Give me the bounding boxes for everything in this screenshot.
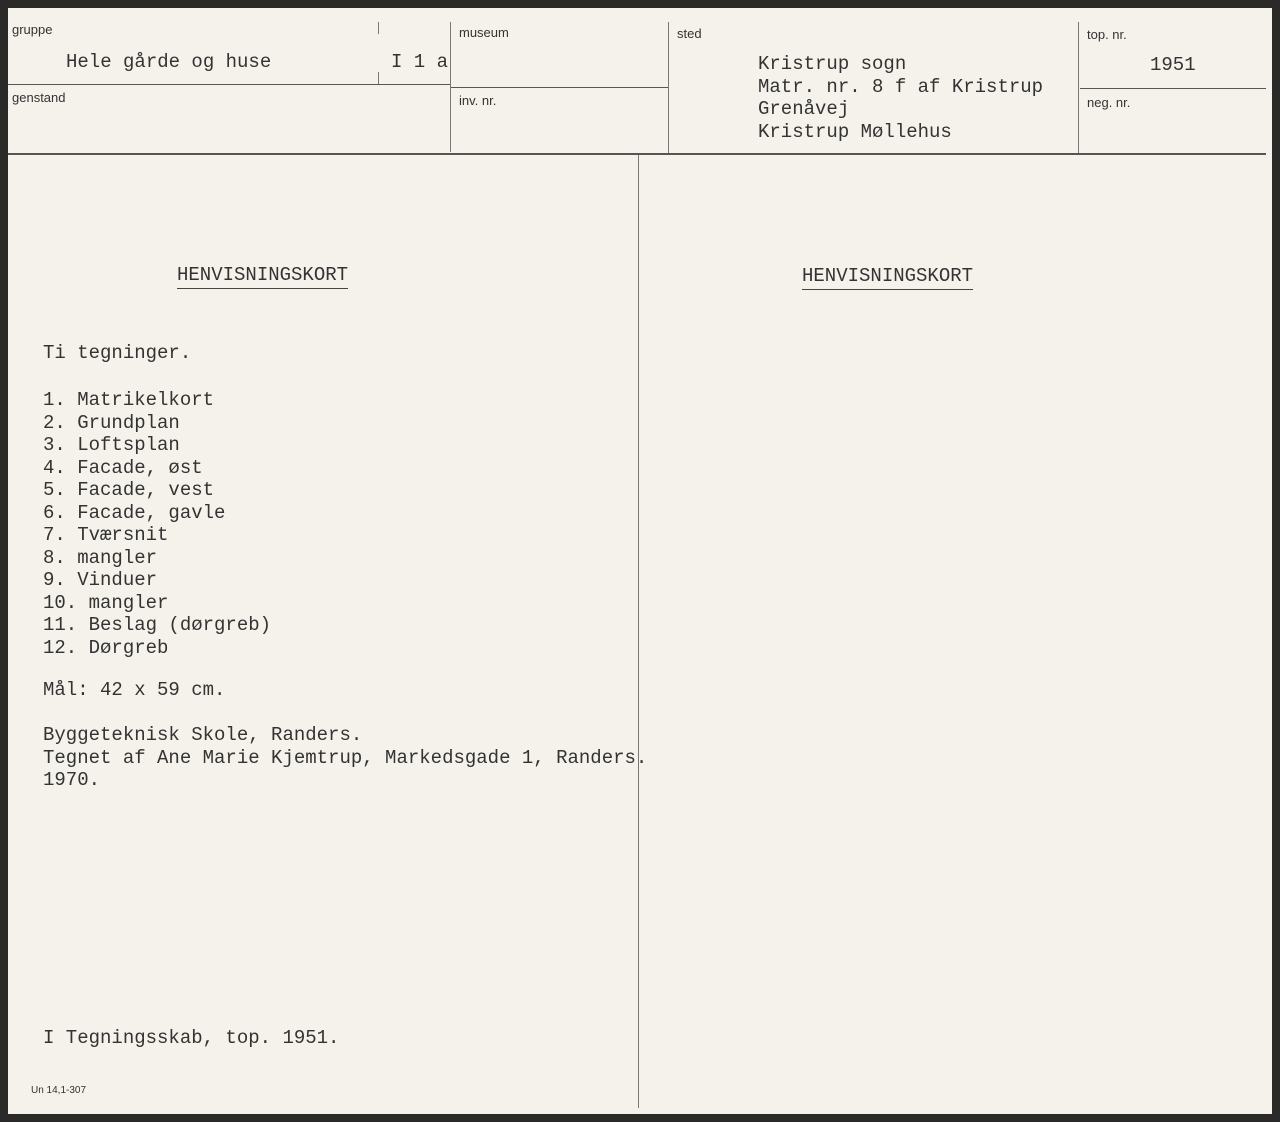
- list-item: 5. Facade, vest: [43, 479, 215, 501]
- tick-mark: [378, 22, 379, 34]
- divider-museum: [450, 87, 668, 88]
- list-item: 11. Beslag (dørgreb): [43, 614, 272, 636]
- list-item: 3. Loftsplan: [43, 434, 180, 456]
- gruppe-code: I 1 a: [391, 51, 449, 73]
- list-item: 2. Grundplan: [43, 411, 180, 434]
- inv-label: inv. nr.: [459, 93, 497, 108]
- gruppe-value: Hele gårde og huse: [66, 51, 272, 73]
- divider-gruppe: [8, 84, 450, 85]
- list-item: 10. mangler: [43, 591, 169, 614]
- top-label: top. nr.: [1087, 27, 1127, 42]
- right-heading: HENVISNINGSKORT: [802, 265, 973, 290]
- index-card: [8, 8, 1272, 1114]
- tick-mark: [378, 72, 379, 84]
- divider-header: [8, 153, 1266, 155]
- sted-line-1: Kristrup sogn: [758, 53, 907, 75]
- divider-top: [1080, 88, 1266, 89]
- drawing-list: [43, 389, 271, 659]
- measure-text: Mål: 42 x 59 cm.: [43, 679, 226, 701]
- list-item: 1. Matrikelkort: [43, 389, 215, 411]
- list-item: 8. mangler: [43, 546, 158, 569]
- sted-line-4: Kristrup Møllehus: [758, 120, 952, 143]
- gruppe-label: gruppe: [12, 22, 53, 37]
- list-item: 9. Vinduer: [43, 569, 158, 591]
- list-item: 4. Facade, øst: [43, 456, 203, 479]
- year-text: 1970.: [43, 769, 101, 791]
- top-value: 1951: [1150, 54, 1196, 76]
- center-divider: [638, 155, 639, 1108]
- form-code: Un 14,1-307: [31, 1085, 87, 1096]
- drawn-by-text: Tegnet af Ane Marie Kjemtrup, Markedsgade 1, Randers.: [43, 746, 648, 769]
- left-heading: HENVISNINGSKORT: [177, 264, 348, 289]
- location-text: I Tegningsskab, top. 1951.: [43, 1027, 340, 1049]
- list-item: 7. Tværsnit: [43, 524, 169, 546]
- list-item: 6. Facade, gavle: [43, 501, 226, 524]
- sted-line-3: Grenåvej: [758, 98, 850, 120]
- school-text: Byggeteknisk Skole, Randers.: [43, 724, 363, 746]
- column-divider: [668, 22, 669, 153]
- list-item: 12. Dørgreb: [43, 636, 169, 659]
- column-divider: [1078, 22, 1079, 153]
- neg-label: neg. nr.: [1087, 95, 1131, 110]
- genstand-label: genstand: [12, 90, 66, 105]
- intro-text: Ti tegninger.: [43, 342, 192, 364]
- sted-label: sted: [677, 26, 702, 41]
- sted-line-2: Matr. nr. 8 f af Kristrup: [758, 75, 1044, 98]
- museum-label: museum: [459, 25, 509, 40]
- column-divider: [450, 22, 451, 152]
